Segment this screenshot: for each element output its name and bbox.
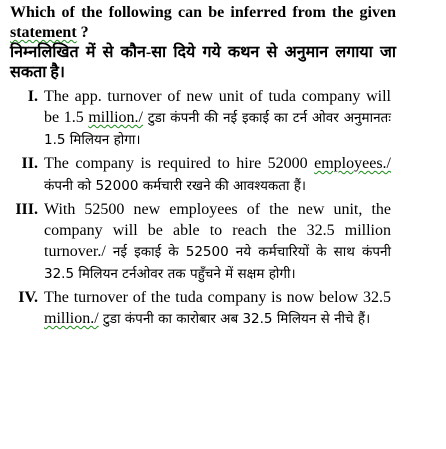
statement-item [8,86,436,151]
statement-hindi: टुडा कंपनी का कारोबार अब 32.5 मिलियन से नीचे हैं। [98,311,371,327]
statement-text [44,287,391,330]
statement-text [44,199,391,285]
statement-english: The app. turnover of new unit of tuda company will be 1.5 [44,88,391,126]
question-english-end: ? [76,24,89,41]
statement-item [8,199,436,285]
statement-number: II. [21,155,38,172]
statement-english: The turnover of the tuda company is now below 32.5 [44,289,391,306]
statement-number: IV. [18,289,38,306]
question-english [10,3,396,43]
statement-number: I. [27,88,38,105]
statement-text [44,86,391,151]
question-hindi: निम्नलिखित में से कौन-सा दिये गये कथन से अनुमान लगाया जा सकता है। [10,44,396,81]
statement-hindi: नई इकाई के 52500 नये कर्मचारियों के साथ कंपनी 32.5 मिलियन टर्नओवर तक पहुँचने में सक्षम होगी। [44,244,391,282]
statement-english-underlined: million./ [44,310,99,327]
question-english-text: Which of the following can be inferred from the given [10,4,396,21]
statement-english: The company is required to hire 52000 [44,155,315,172]
question-block [10,3,396,83]
statement-hindi: कंपनी को 52000 कर्मचारी रखने की आवश्यकता हैं। [44,178,307,194]
statement-english-underlined: million./ [88,109,143,126]
question-english-underlined: statement [10,24,77,41]
statement-number: III. [15,201,38,218]
statement-text [44,153,391,197]
statement-item [8,287,436,330]
statement-hindi: टुडा कंपनी की नई इकाई का टर्न ओवर अनुमानतः 1.5 मिलियन होगा। [44,110,391,148]
statement-english-underlined: employees./ [314,155,391,172]
statement-english: With 52500 new employees of the new unit, the company will be able to reach the 32.5 million turnover./ [44,201,391,260]
statement-item [8,153,436,197]
